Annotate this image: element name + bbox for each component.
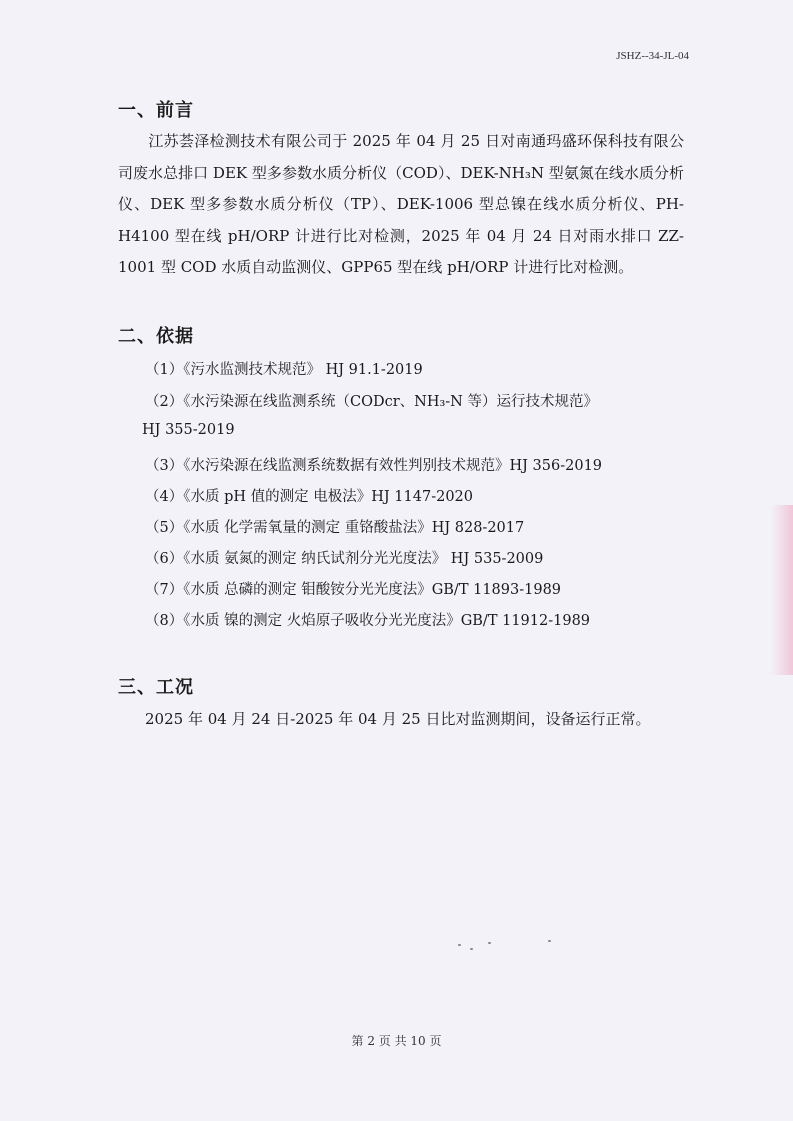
page-number: 第 2 页 共 10 页 [351, 1034, 442, 1048]
reference-item: （8）《水质 镍的测定 火焰原子吸收分光光度法》GB/T 11912-1989 [145, 613, 591, 629]
seal-edge-mark [771, 505, 793, 675]
reference-item-continuation: HJ 355-2019 [142, 422, 235, 438]
scan-speck [488, 942, 491, 944]
section-heading-preface: 一、前言 [118, 100, 194, 121]
section-heading-conditions: 三、工况 [118, 677, 194, 698]
reference-item: （7）《水质 总磷的测定 钼酸铵分光光度法》GB/T 11893-1989 [145, 582, 562, 598]
reference-item: （6）《水质 氨氮的测定 纳氏试剂分光光度法》 HJ 535-2009 [145, 551, 544, 567]
conditions-paragraph: 2025 年 04 月 24 日-2025 年 04 月 25 日比对监测期间，设备运行正常。 [145, 710, 651, 728]
reference-item: （4）《水质 pH 值的测定 电极法》HJ 1147-2020 [145, 489, 473, 505]
preface-paragraph [118, 126, 684, 284]
scan-speck [470, 948, 473, 950]
scan-speck [458, 944, 461, 946]
reference-item: （5）《水质 化学需氧量的测定 重铬酸盐法》HJ 828-2017 [145, 520, 525, 536]
preface-text: 江苏荟泽检测技术有限公司于 2025 年 04 月 25 日对南通玛盛环保科技有限公司废水总排口 DEK 型多参数水质分析仪（COD）、DEK-NH₃N 型氨氮在线水质分析仪、DEK 型多参数水质分析仪（TP）、DEK-1006 型总镍在线水质分析仪、PH-H4100 型在线 pH/ORP 计进行比对检测，2025 年 04 月 24 日对雨水排口 ZZ-1001 型 COD 水质自动监测仪、GPP65 型在线 pH/ORP 计进行比对检测。 [118, 132, 684, 276]
reference-item: （1）《污水监测技术规范》 HJ 91.1-2019 [145, 362, 423, 378]
reference-item: （2）《水污染源在线监测系统（CODcr、NH₃-N 等）运行技术规范》 [145, 394, 598, 410]
section-heading-basis: 二、依据 [118, 326, 194, 347]
reference-item: （3）《水污染源在线监测系统数据有效性判别技术规范》HJ 356-2019 [145, 458, 603, 474]
document-code: JSHZ--34-JL-04 [616, 50, 689, 62]
scan-speck [548, 940, 551, 942]
